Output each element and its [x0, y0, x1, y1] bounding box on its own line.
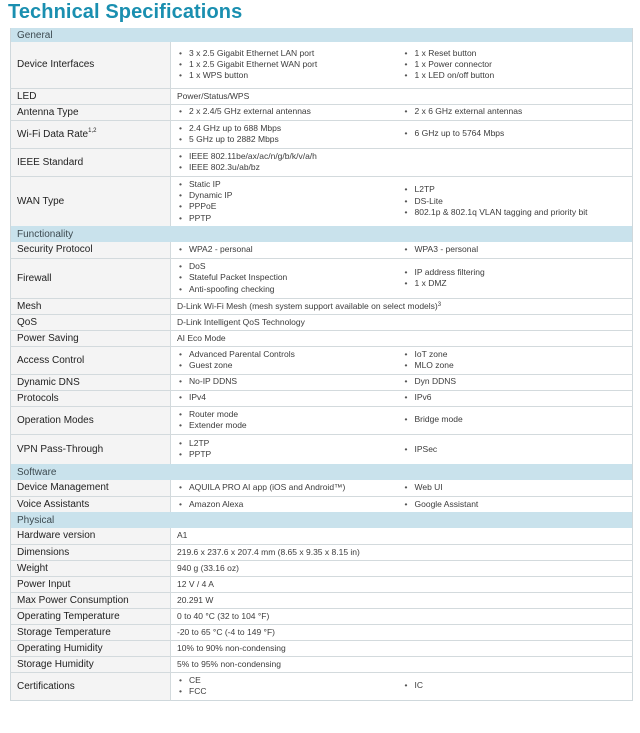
spec-item: • Dyn DDNS — [403, 376, 629, 387]
spec-label-text: Power Input — [17, 578, 71, 590]
spec-label — [11, 346, 171, 374]
spec-item: • Dynamic IP — [177, 190, 397, 201]
spec-value-col2 — [401, 406, 633, 434]
spec-list — [177, 438, 397, 461]
spec-label — [11, 576, 171, 592]
spec-value-col2 — [401, 258, 633, 298]
spec-value-content: 940 g (33.16 oz) — [177, 562, 239, 573]
spec-label — [11, 120, 171, 148]
spec-value-text — [177, 547, 628, 558]
spec-label-text: LED — [17, 90, 37, 102]
spec-value-text — [177, 627, 628, 638]
spec-label — [11, 104, 171, 120]
spec-item: • PPTP — [177, 449, 397, 460]
spec-row — [11, 434, 633, 464]
spec-item: • IEEE 802.3u/ab/bz — [177, 162, 397, 173]
spec-label-text: Operating Humidity — [17, 642, 103, 654]
spec-list — [403, 376, 629, 387]
spec-row — [11, 104, 633, 120]
spec-value-content: A1 — [177, 530, 188, 541]
spec-value-col1 — [171, 258, 401, 298]
spec-item: • IPv4 — [177, 392, 397, 403]
spec-value-col2 — [401, 390, 633, 406]
spec-item: • IoT zone — [403, 349, 629, 360]
spec-label-text: WAN Type — [17, 195, 65, 207]
spec-item: • Router mode — [177, 409, 397, 420]
spec-row — [11, 346, 633, 374]
spec-label — [11, 148, 171, 176]
spec-label — [11, 242, 171, 258]
spec-label-text: Antenna Type — [17, 106, 79, 118]
spec-value-text — [177, 317, 628, 328]
spec-label-text: Weight — [17, 562, 48, 574]
spec-row — [11, 298, 633, 314]
spec-list — [403, 392, 629, 403]
spec-value — [171, 576, 633, 592]
spec-row — [11, 390, 633, 406]
spec-value-col2 — [401, 104, 633, 120]
spec-value-content: 0 to 40 °C (32 to 104 °F) — [177, 610, 270, 621]
spec-list — [177, 179, 397, 224]
spec-item: • 1 x Reset button — [403, 48, 629, 59]
spec-value — [171, 592, 633, 608]
spec-list — [177, 244, 397, 255]
spec-row — [11, 242, 633, 258]
spec-value-text — [177, 301, 628, 312]
spec-value — [171, 560, 633, 576]
spec-value-col2 — [401, 42, 633, 88]
spec-value-content: 12 V / 4 A — [177, 578, 214, 589]
spec-value-col2 — [401, 374, 633, 390]
spec-table — [10, 28, 633, 701]
spec-label-text: Operation Modes — [17, 414, 94, 426]
section-title: Functionality — [11, 226, 633, 242]
spec-label — [11, 560, 171, 576]
spec-label-text: Dimensions — [17, 546, 70, 558]
spec-value — [171, 640, 633, 656]
spec-label — [11, 298, 171, 314]
spec-item: • 1 x 2.5 Gigabit Ethernet WAN port — [177, 59, 397, 70]
spec-item: • 1 x WPS button — [177, 70, 397, 81]
spec-list — [403, 444, 629, 455]
spec-item: • DoS — [177, 261, 397, 272]
spec-value-content: 20.291 W — [177, 594, 214, 605]
spec-value-col1 — [171, 374, 401, 390]
spec-value — [171, 314, 633, 330]
spec-item: • Static IP — [177, 179, 397, 190]
spec-list — [177, 106, 397, 117]
spec-value-col1 — [171, 148, 401, 176]
spec-value-col1 — [171, 42, 401, 88]
spec-list — [403, 48, 629, 82]
spec-row — [11, 592, 633, 608]
spec-label-text: Security Protocol — [17, 244, 93, 256]
spec-item: • Guest zone — [177, 360, 397, 371]
spec-item: • 5 GHz up to 2882 Mbps — [177, 134, 397, 145]
spec-value-content: 10% to 90% non-condensing — [177, 642, 286, 653]
spec-value-col2 — [401, 120, 633, 148]
spec-item: • 1 x DMZ — [403, 278, 629, 289]
section-header-functionality — [11, 226, 633, 242]
spec-row — [11, 42, 633, 88]
spec-value — [171, 544, 633, 560]
spec-row — [11, 258, 633, 298]
spec-row — [11, 528, 633, 544]
spec-label — [11, 656, 171, 672]
spec-value — [171, 528, 633, 544]
spec-row — [11, 480, 633, 496]
spec-value-col1 — [171, 496, 401, 512]
spec-list — [403, 680, 629, 691]
spec-list — [403, 244, 629, 255]
spec-item: • CE — [177, 675, 397, 686]
spec-row — [11, 640, 633, 656]
spec-item: • L2TP — [403, 184, 629, 195]
spec-item: • 6 GHz up to 5764 Mbps — [403, 128, 629, 139]
spec-row — [11, 560, 633, 576]
section-header-general — [11, 28, 633, 42]
spec-list — [403, 267, 629, 290]
spec-value-col1 — [171, 406, 401, 434]
spec-value-text — [177, 91, 628, 102]
footnote-marker: 1,2 — [88, 127, 97, 134]
spec-label-text: Device Management — [17, 482, 109, 494]
spec-value-text — [177, 333, 628, 344]
spec-item: • Web UI — [403, 482, 629, 493]
section-title: General — [11, 28, 633, 42]
spec-list — [403, 106, 629, 117]
spec-label-text: Certifications — [17, 680, 75, 692]
spec-value-col2 — [401, 480, 633, 496]
spec-list — [403, 184, 629, 218]
spec-row — [11, 496, 633, 512]
spec-item: • L2TP — [177, 438, 397, 449]
spec-label-text: Protocols — [17, 392, 59, 404]
spec-value-text — [177, 530, 628, 541]
spec-row — [11, 120, 633, 148]
spec-item: • 3 x 2.5 Gigabit Ethernet LAN port — [177, 48, 397, 59]
spec-value — [171, 608, 633, 624]
spec-label — [11, 480, 171, 496]
spec-label-text: Mesh — [17, 300, 42, 312]
spec-value-col2 — [401, 346, 633, 374]
spec-item: • DS-Lite — [403, 196, 629, 207]
spec-list — [177, 409, 397, 432]
spec-list — [403, 128, 629, 139]
spec-item: • WPA3 - personal — [403, 244, 629, 255]
spec-label — [11, 672, 171, 700]
spec-item: • IPSec — [403, 444, 629, 455]
spec-item: • FCC — [177, 686, 397, 697]
spec-item: • 2 x 6 GHz external antennas — [403, 106, 629, 117]
spec-item: • IEEE 802.11be/ax/ac/n/g/b/k/v/a/h — [177, 151, 397, 162]
spec-row — [11, 608, 633, 624]
spec-row — [11, 576, 633, 592]
spec-value-content: Power/Status/WPS — [177, 90, 250, 101]
spec-label-text: Storage Humidity — [17, 658, 94, 670]
spec-label-text: Device Interfaces — [17, 59, 95, 71]
spec-list — [177, 499, 397, 510]
spec-item: • 2.4 GHz up to 688 Mbps — [177, 123, 397, 134]
spec-value-content: 5% to 95% non-condensing — [177, 658, 281, 669]
spec-label — [11, 528, 171, 544]
spec-item: • Extender mode — [177, 420, 397, 431]
spec-list — [177, 675, 397, 698]
spec-value-col2 — [401, 434, 633, 464]
spec-value — [171, 88, 633, 104]
spec-item: • AQUILA PRO AI app (iOS and Android™) — [177, 482, 397, 493]
spec-value-text — [177, 563, 628, 574]
spec-label — [11, 42, 171, 88]
spec-row — [11, 374, 633, 390]
spec-value-col1 — [171, 346, 401, 374]
spec-list — [177, 482, 397, 493]
spec-label — [11, 258, 171, 298]
section-header-physical — [11, 512, 633, 528]
spec-item: • Advanced Parental Controls — [177, 349, 397, 360]
spec-value-content: AI Eco Mode — [177, 332, 226, 343]
spec-value — [171, 656, 633, 672]
spec-label — [11, 406, 171, 434]
spec-label — [11, 640, 171, 656]
section-title: Physical — [11, 512, 633, 528]
spec-label — [11, 624, 171, 640]
spec-item: • IC — [403, 680, 629, 691]
spec-list — [177, 392, 397, 403]
spec-label — [11, 374, 171, 390]
spec-label-text: Power Saving — [17, 332, 79, 344]
spec-item: • Stateful Packet Inspection — [177, 272, 397, 283]
spec-item: • MLO zone — [403, 360, 629, 371]
spec-item: • Bridge mode — [403, 414, 629, 425]
spec-value-col2 — [401, 672, 633, 700]
spec-label — [11, 390, 171, 406]
spec-list — [403, 414, 629, 425]
spec-label-text: Voice Assistants — [17, 498, 90, 510]
spec-row — [11, 314, 633, 330]
spec-value-text — [177, 595, 628, 606]
spec-label — [11, 88, 171, 104]
spec-label — [11, 434, 171, 464]
spec-label — [11, 314, 171, 330]
spec-item: • IPv6 — [403, 392, 629, 403]
spec-row — [11, 406, 633, 434]
section-title: Software — [11, 464, 633, 480]
spec-item: • 802.1p & 802.1q VLAN tagging and priority bit — [403, 207, 629, 218]
spec-row — [11, 656, 633, 672]
spec-row — [11, 672, 633, 700]
spec-value — [171, 624, 633, 640]
spec-value-col2 — [401, 496, 633, 512]
spec-item: • 1 x Power connector — [403, 59, 629, 70]
spec-item: • WPA2 - personal — [177, 244, 397, 255]
spec-value-col2 — [401, 242, 633, 258]
spec-value-col1 — [171, 434, 401, 464]
page-title: Technical Specifications — [8, 1, 243, 23]
spec-list — [403, 349, 629, 372]
spec-value-text — [177, 579, 628, 590]
spec-label-text: Access Control — [17, 354, 85, 366]
section-header-software — [11, 464, 633, 480]
spec-list — [403, 499, 629, 510]
spec-value-col1 — [171, 480, 401, 496]
spec-list — [177, 349, 397, 372]
spec-label — [11, 608, 171, 624]
spec-item: • Anti-spoofing checking — [177, 284, 397, 295]
spec-value — [171, 330, 633, 346]
spec-row — [11, 148, 633, 176]
spec-item: • 2 x 2.4/5 GHz external antennas — [177, 106, 397, 117]
spec-list — [177, 48, 397, 82]
spec-row — [11, 176, 633, 226]
spec-label-text: VPN Pass-Through — [17, 443, 104, 455]
spec-value-text — [177, 643, 628, 654]
spec-value-text — [177, 659, 628, 670]
spec-label-text: QoS — [17, 316, 38, 328]
spec-label — [11, 592, 171, 608]
spec-list — [177, 376, 397, 387]
spec-row — [11, 544, 633, 560]
spec-item: • Amazon Alexa — [177, 499, 397, 510]
spec-label-text: Max Power Consumption — [17, 594, 129, 606]
spec-label — [11, 544, 171, 560]
spec-row — [11, 330, 633, 346]
spec-value-col1 — [171, 242, 401, 258]
spec-value-col2 — [401, 176, 633, 226]
spec-value-col2 — [401, 148, 633, 176]
spec-label-text: Wi-Fi Data Rate — [17, 128, 89, 140]
spec-value-col1 — [171, 390, 401, 406]
spec-label-text: Operating Temperature — [17, 610, 120, 622]
spec-label — [11, 330, 171, 346]
spec-label-text: Storage Temperature — [17, 626, 111, 638]
spec-label — [11, 176, 171, 226]
spec-list — [177, 123, 397, 146]
spec-row — [11, 624, 633, 640]
spec-label-text: Hardware version — [17, 530, 96, 542]
spec-value-content: 219.6 x 237.6 x 207.4 mm (8.65 x 9.35 x 8.15 in) — [177, 546, 360, 557]
spec-row — [11, 88, 633, 104]
footnote-marker: 3 — [437, 301, 442, 308]
spec-item: • Google Assistant — [403, 499, 629, 510]
spec-label-text: Firewall — [17, 272, 52, 284]
spec-list — [177, 151, 397, 174]
spec-value-col1 — [171, 176, 401, 226]
spec-value-col1 — [171, 104, 401, 120]
spec-item: • No-IP DDNS — [177, 376, 397, 387]
spec-item: • PPTP — [177, 213, 397, 224]
spec-list — [403, 482, 629, 493]
spec-value-col1 — [171, 672, 401, 700]
spec-item: • PPPoE — [177, 201, 397, 212]
spec-list — [177, 261, 397, 295]
spec-item: • IP address filtering — [403, 267, 629, 278]
spec-value-col1 — [171, 120, 401, 148]
spec-value-content: D-Link Intelligent QoS Technology — [177, 316, 305, 327]
spec-label — [11, 496, 171, 512]
spec-label-text: Dynamic DNS — [17, 376, 80, 388]
spec-value-content: -20 to 65 °C (-4 to 149 °F) — [177, 626, 275, 637]
spec-value-content: D-Link Wi-Fi Mesh (mesh system support available on select models) — [177, 300, 438, 311]
spec-value — [171, 298, 633, 314]
spec-item: • 1 x LED on/off button — [403, 70, 629, 81]
spec-label-text: IEEE Standard — [17, 156, 84, 168]
spec-value-text — [177, 611, 628, 622]
